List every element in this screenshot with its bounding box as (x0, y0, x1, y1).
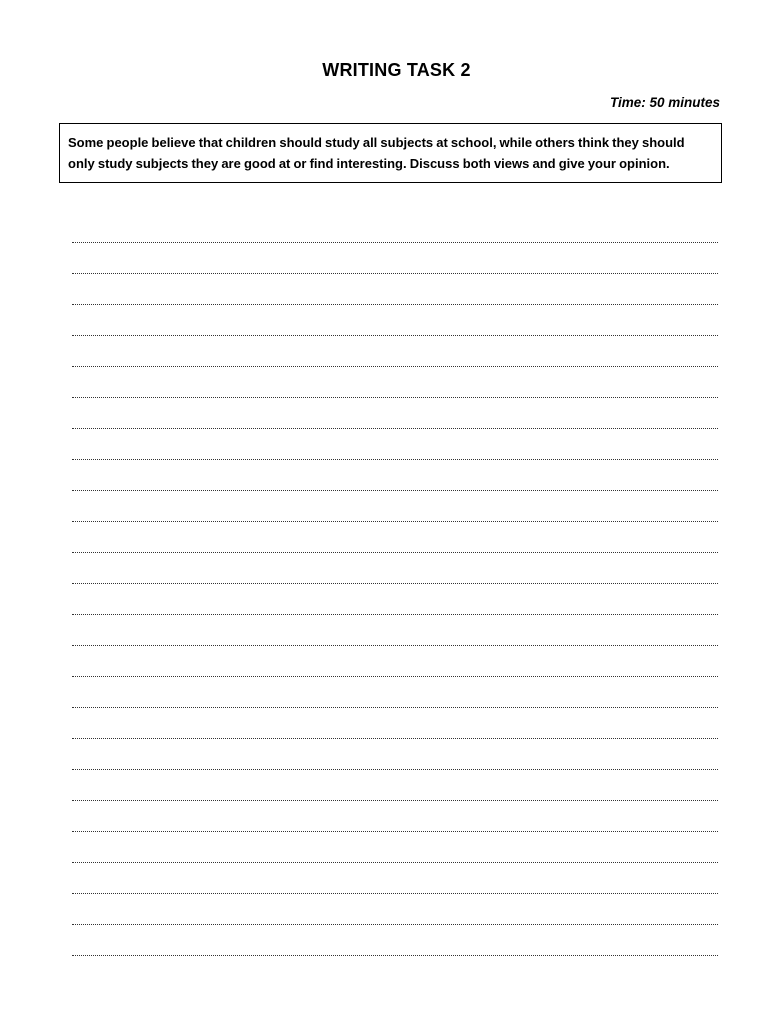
answer-line[interactable] (72, 336, 718, 367)
time-limit: Time: 50 minutes (609, 95, 720, 110)
answer-line[interactable] (72, 491, 718, 522)
answer-lines (72, 241, 718, 985)
answer-line[interactable] (72, 367, 718, 398)
answer-line[interactable] (72, 553, 718, 584)
task-prompt-box (59, 123, 722, 183)
answer-line[interactable] (72, 832, 718, 863)
answer-line[interactable] (72, 925, 718, 956)
answer-line[interactable] (72, 460, 718, 491)
answer-line[interactable] (72, 305, 718, 336)
answer-line[interactable] (72, 522, 718, 553)
answer-line[interactable] (72, 677, 718, 708)
answer-line[interactable] (72, 646, 718, 677)
answer-line[interactable] (72, 708, 718, 739)
answer-line[interactable] (72, 739, 718, 770)
answer-line[interactable] (72, 274, 718, 305)
task-prompt-text: Some people believe that children should study all subjects at school, while others think they should only study subjects they are good at or find interesting. Discuss both views and give your opinion. (68, 135, 685, 171)
answer-line[interactable] (72, 584, 718, 615)
answer-line[interactable] (72, 243, 718, 274)
answer-line[interactable] (72, 863, 718, 894)
answer-line[interactable] (72, 212, 718, 243)
page-title: WRITING TASK 2 (322, 60, 471, 80)
answer-line[interactable] (72, 429, 718, 460)
answer-line[interactable] (72, 770, 718, 801)
answer-line[interactable] (72, 801, 718, 832)
answer-line[interactable] (72, 894, 718, 925)
answer-line[interactable] (72, 398, 718, 429)
answer-line[interactable] (72, 615, 718, 646)
